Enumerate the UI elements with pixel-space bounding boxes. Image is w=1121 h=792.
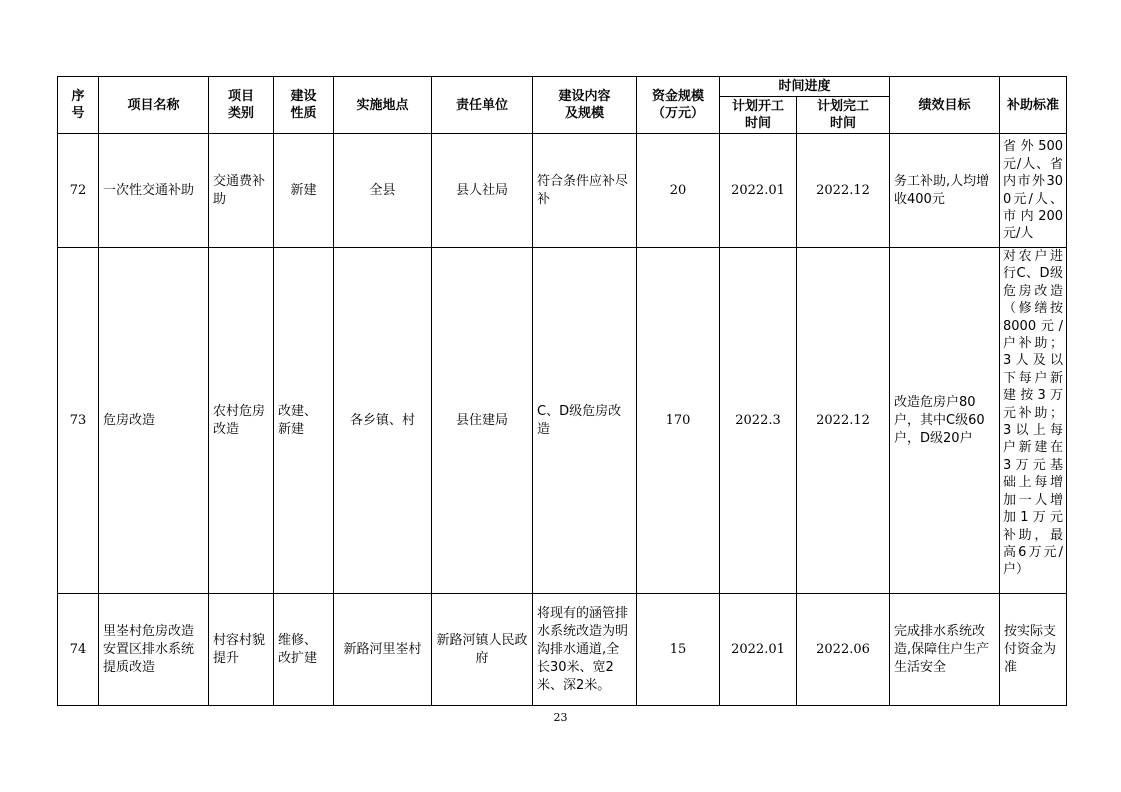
row-unit: 新路河镇人民政府 bbox=[432, 594, 533, 706]
header-nature: 建设 性质 bbox=[274, 77, 334, 134]
header-goal: 绩效目标 bbox=[890, 77, 1000, 134]
table-row bbox=[58, 134, 1067, 248]
row-end: 2022.12 bbox=[797, 134, 890, 248]
header-project-name: 项目名称 bbox=[99, 77, 209, 134]
row-seq: 74 bbox=[58, 594, 99, 706]
header-location: 实施地点 bbox=[334, 77, 432, 134]
row-nature: 新建 bbox=[274, 134, 334, 248]
header-start: 计划开工 时间 bbox=[720, 97, 797, 134]
header-end: 计划完工 时间 bbox=[797, 97, 890, 134]
row-start: 2022.3 bbox=[720, 248, 797, 594]
row-unit: 县人社局 bbox=[432, 134, 533, 248]
header-unit: 责任单位 bbox=[432, 77, 533, 134]
row-seq: 73 bbox=[58, 248, 99, 594]
header-content: 建设内容 及规模 bbox=[533, 77, 637, 134]
row-location: 全县 bbox=[334, 134, 432, 248]
row-project-name: 里峑村危房改造安置区排水系统提质改造 bbox=[99, 594, 209, 706]
project-table bbox=[57, 76, 1067, 706]
row-subsidy: 省外500元/人、省内市外300元/人、市内200元/人 bbox=[1000, 134, 1067, 248]
row-subsidy: 对农户进行C、D级危房改造（修缮按8000元/户补助；3人及以下每户新建按3万元补助；3以上每户新建在3万元基础上每增加一人增加1万元补助，最高6万元/户） bbox=[1000, 248, 1067, 594]
header-subsidy: 补助标准 bbox=[1000, 77, 1067, 134]
table-row bbox=[58, 248, 1067, 594]
row-seq: 72 bbox=[58, 134, 99, 248]
row-category: 农村危房改造 bbox=[209, 248, 274, 594]
row-nature: 维修、改扩建 bbox=[274, 594, 334, 706]
row-funds: 170 bbox=[637, 248, 720, 594]
row-unit: 县住建局 bbox=[432, 248, 533, 594]
row-content: 将现有的涵管排水系统改造为明沟排水通道,全长30米、宽2米、深2米。 bbox=[533, 594, 637, 706]
row-content: 符合条件应补尽补 bbox=[533, 134, 637, 248]
header-schedule: 时间进度 bbox=[720, 77, 890, 97]
row-start: 2022.01 bbox=[720, 134, 797, 248]
row-funds: 20 bbox=[637, 134, 720, 248]
row-category: 村容村貌提升 bbox=[209, 594, 274, 706]
header-seq: 序 号 bbox=[58, 77, 99, 134]
row-end: 2022.12 bbox=[797, 248, 890, 594]
row-start: 2022.01 bbox=[720, 594, 797, 706]
row-project-name: 一次性交通补助 bbox=[99, 134, 209, 248]
row-funds: 15 bbox=[637, 594, 720, 706]
row-location: 新路河里峑村 bbox=[334, 594, 432, 706]
page-number: 23 bbox=[553, 711, 568, 724]
row-project-name: 危房改造 bbox=[99, 248, 209, 594]
row-end: 2022.06 bbox=[797, 594, 890, 706]
row-goal: 完成排水系统改造,保障住户生产生活安全 bbox=[890, 594, 1000, 706]
row-content: C、D级危房改造 bbox=[533, 248, 637, 594]
row-goal: 改造危房户80户，其中C级60户，D级20户 bbox=[890, 248, 1000, 594]
table-row bbox=[58, 594, 1067, 706]
header-category: 项目 类别 bbox=[209, 77, 274, 134]
row-nature: 改建、新建 bbox=[274, 248, 334, 594]
row-subsidy: 按实际支付资金为准 bbox=[1000, 594, 1067, 706]
header-funds: 资金规模 （万元） bbox=[637, 77, 720, 134]
row-category: 交通费补助 bbox=[209, 134, 274, 248]
row-location: 各乡镇、村 bbox=[334, 248, 432, 594]
row-goal: 务工补助,人均增收400元 bbox=[890, 134, 1000, 248]
